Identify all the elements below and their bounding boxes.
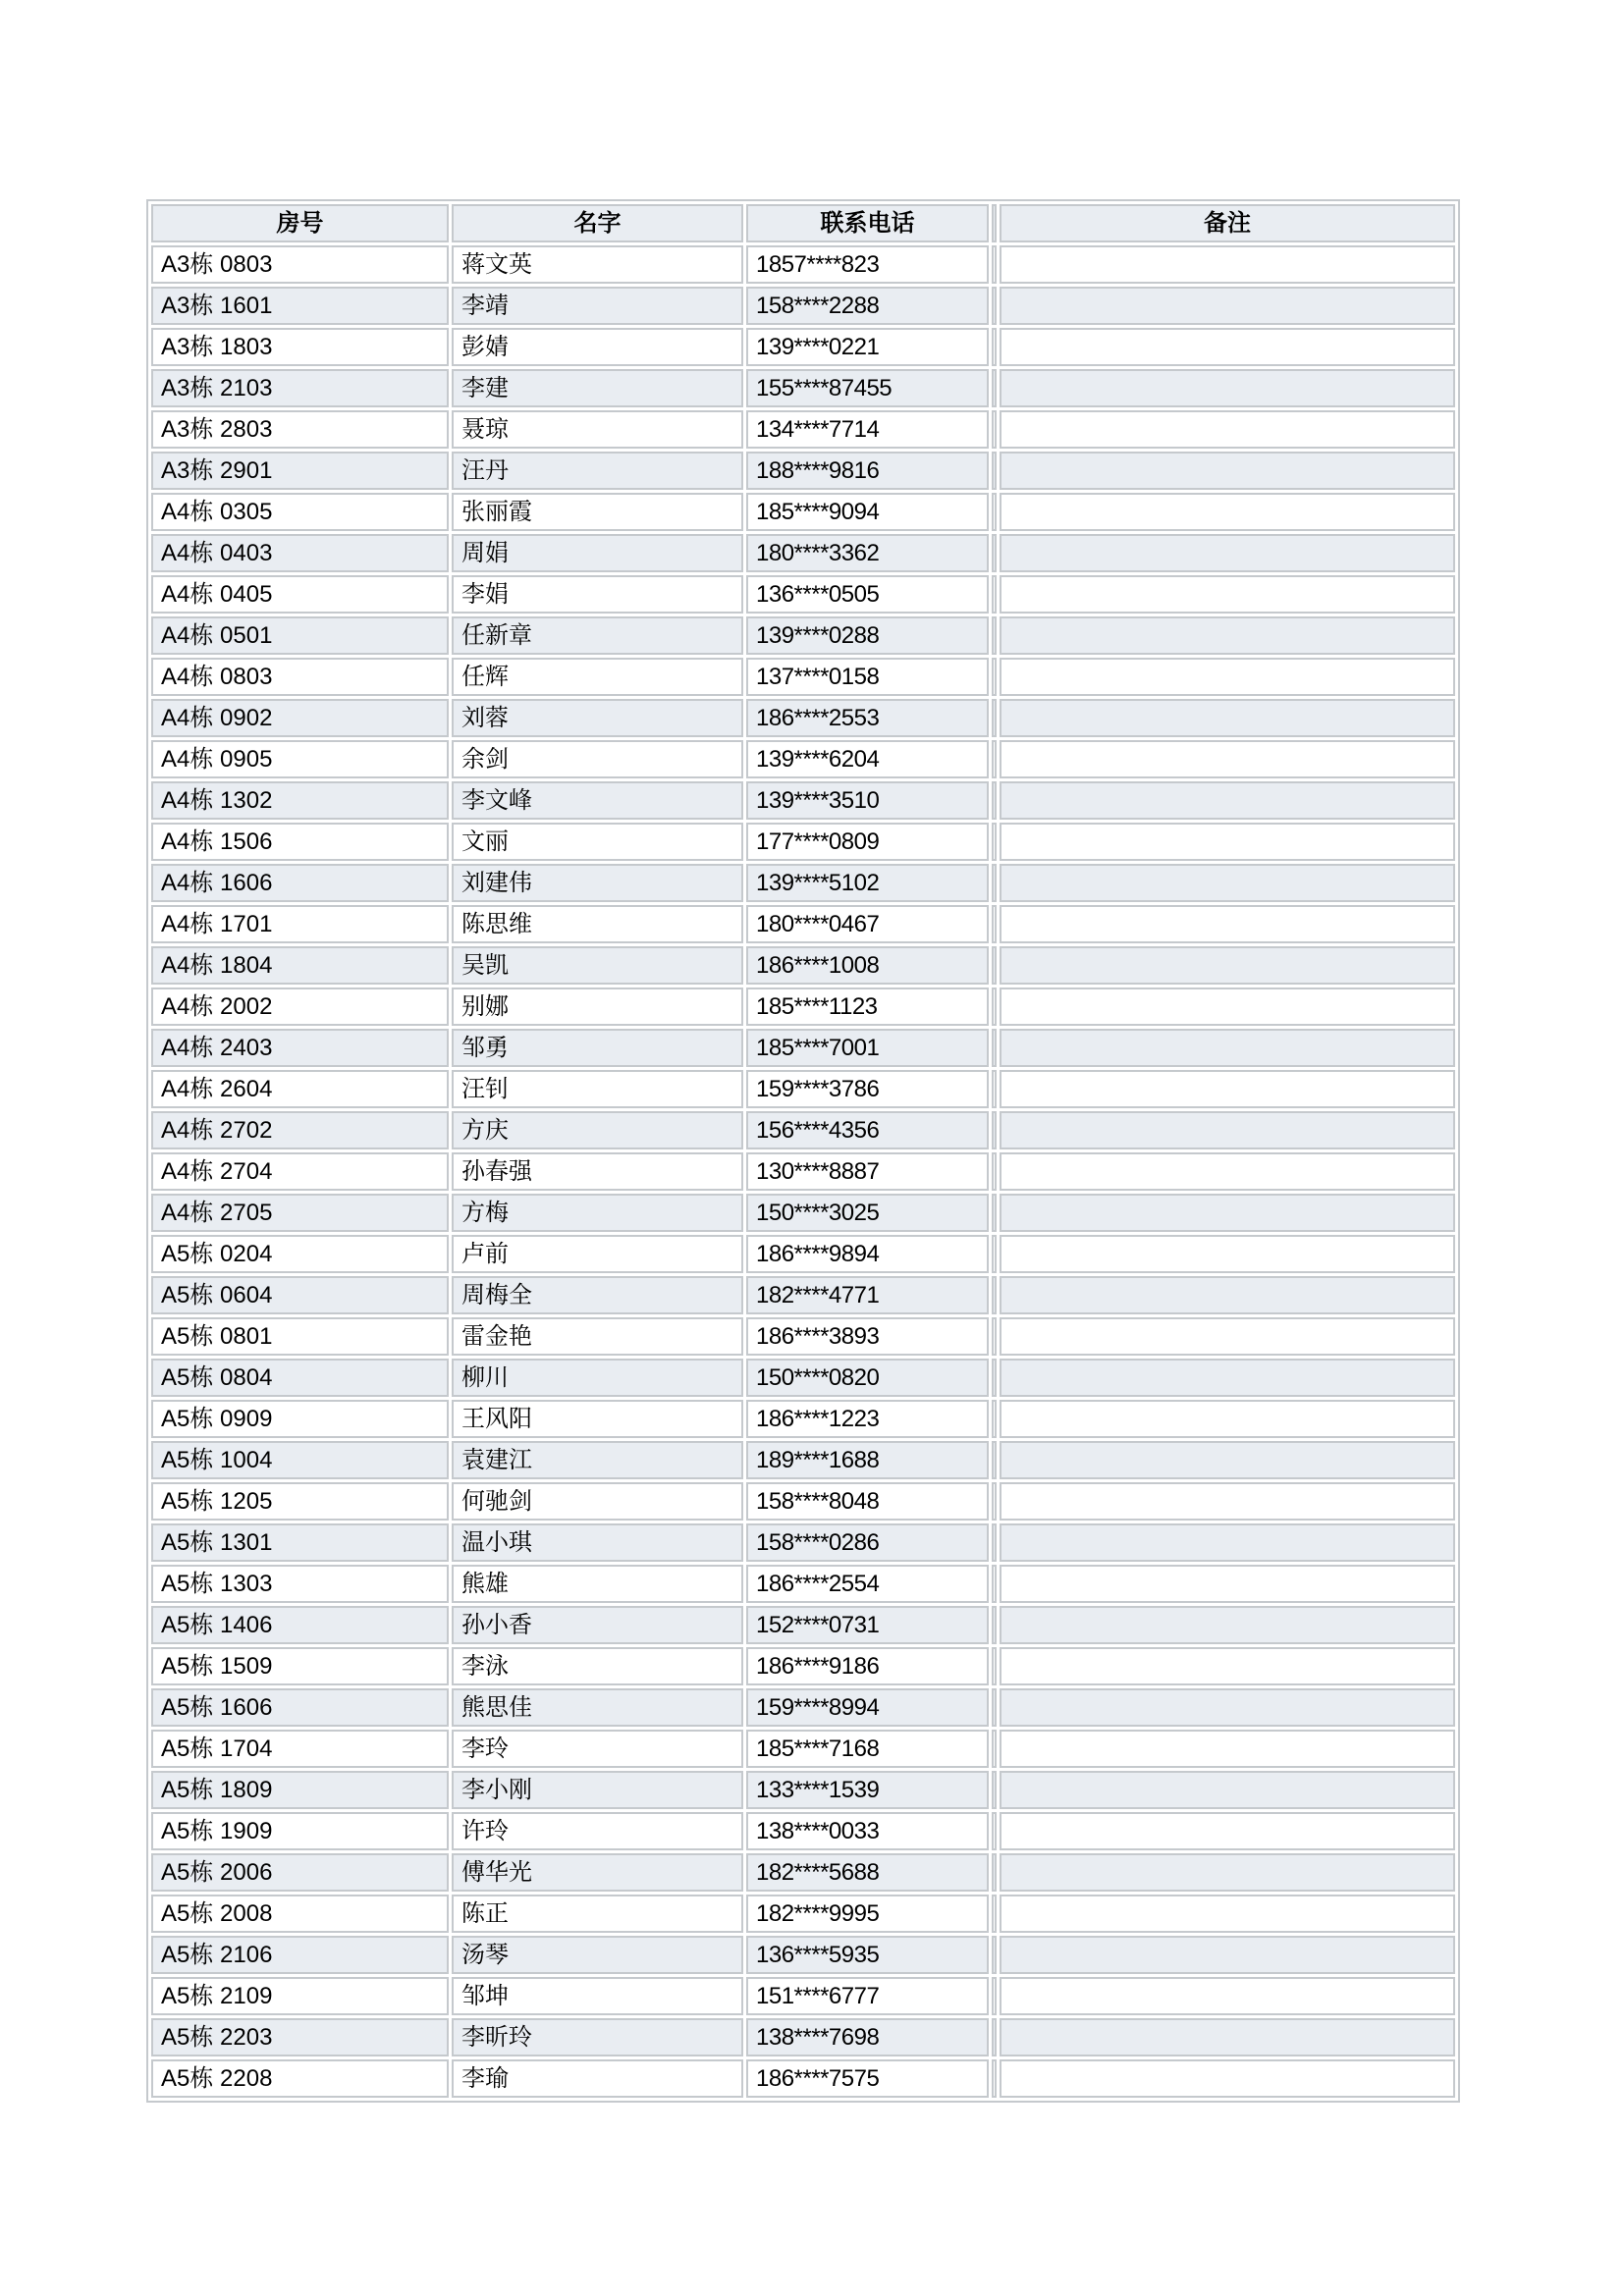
phone-cell: 186****3893 xyxy=(746,1317,989,1356)
header-row xyxy=(151,204,1455,242)
spacer-cell xyxy=(992,1400,997,1438)
room-cell: A4栋 0405 xyxy=(151,575,449,614)
spacer-cell xyxy=(992,575,997,614)
table-row xyxy=(151,1317,1455,1356)
phone-cell: 185****7001 xyxy=(746,1029,989,1067)
name-cell: 李玲 xyxy=(452,1730,743,1768)
note-cell xyxy=(1000,1853,1455,1892)
table-row xyxy=(151,1977,1455,2015)
phone-cell: 185****7168 xyxy=(746,1730,989,1768)
phone-cell: 159****3786 xyxy=(746,1070,989,1108)
phone-cell: 152****0731 xyxy=(746,1606,989,1644)
room-cell: A5栋 1509 xyxy=(151,1647,449,1685)
note-cell xyxy=(1000,328,1455,366)
spacer-cell xyxy=(992,1853,997,1892)
spacer-cell xyxy=(992,740,997,778)
note-cell xyxy=(1000,2059,1455,2098)
table-row xyxy=(151,534,1455,572)
column-header-name: 名字 xyxy=(452,204,743,242)
table-row xyxy=(151,905,1455,943)
table-row xyxy=(151,1730,1455,1768)
room-cell: A4栋 1302 xyxy=(151,781,449,820)
spacer-cell xyxy=(992,1812,997,1850)
room-cell: A3栋 2103 xyxy=(151,369,449,407)
name-cell: 任新章 xyxy=(452,616,743,655)
phone-cell: 150****0820 xyxy=(746,1359,989,1397)
room-cell: A3栋 2803 xyxy=(151,410,449,449)
name-cell: 聂琼 xyxy=(452,410,743,449)
spacer-cell xyxy=(992,1977,997,2015)
spacer-cell xyxy=(992,1317,997,1356)
table-row xyxy=(151,328,1455,366)
phone-cell: 158****2288 xyxy=(746,287,989,325)
name-cell: 李昕玲 xyxy=(452,2018,743,2056)
room-cell: A4栋 2002 xyxy=(151,988,449,1026)
name-cell: 袁建江 xyxy=(452,1441,743,1479)
spacer-cell xyxy=(992,369,997,407)
name-cell: 孙春强 xyxy=(452,1152,743,1191)
name-cell: 柳川 xyxy=(452,1359,743,1397)
note-cell xyxy=(1000,988,1455,1026)
phone-cell: 182****9995 xyxy=(746,1895,989,1933)
phone-cell: 185****1123 xyxy=(746,988,989,1026)
table-row xyxy=(151,1482,1455,1521)
table-row xyxy=(151,823,1455,861)
note-cell xyxy=(1000,1194,1455,1232)
table-row xyxy=(151,245,1455,284)
room-cell: A5栋 1606 xyxy=(151,1688,449,1727)
room-cell: A4栋 0902 xyxy=(151,699,449,737)
name-cell: 周娟 xyxy=(452,534,743,572)
phone-cell: 139****3510 xyxy=(746,781,989,820)
spacer-cell xyxy=(992,534,997,572)
phone-cell: 186****7575 xyxy=(746,2059,989,2098)
room-cell: A5栋 2008 xyxy=(151,1895,449,1933)
phone-cell: 186****2553 xyxy=(746,699,989,737)
room-cell: A4栋 2704 xyxy=(151,1152,449,1191)
spacer-cell xyxy=(992,1895,997,1933)
table-row xyxy=(151,1235,1455,1273)
phone-cell: 180****3362 xyxy=(746,534,989,572)
room-cell: A4栋 2604 xyxy=(151,1070,449,1108)
note-cell xyxy=(1000,823,1455,861)
room-cell: A5栋 1909 xyxy=(151,1812,449,1850)
table-row xyxy=(151,410,1455,449)
phone-cell: 177****0809 xyxy=(746,823,989,861)
note-cell xyxy=(1000,1936,1455,1974)
name-cell: 汪钊 xyxy=(452,1070,743,1108)
name-cell: 何驰剑 xyxy=(452,1482,743,1521)
spacer-cell xyxy=(992,1936,997,1974)
room-cell: A4栋 0501 xyxy=(151,616,449,655)
name-cell: 汪丹 xyxy=(452,452,743,490)
spacer-cell xyxy=(992,616,997,655)
name-cell: 刘蓉 xyxy=(452,699,743,737)
name-cell: 汤琴 xyxy=(452,1936,743,1974)
table-row xyxy=(151,452,1455,490)
spacer-cell xyxy=(992,658,997,696)
note-cell xyxy=(1000,493,1455,531)
room-cell: A5栋 0801 xyxy=(151,1317,449,1356)
spacer-cell xyxy=(992,1606,997,1644)
room-cell: A4栋 2403 xyxy=(151,1029,449,1067)
table-row xyxy=(151,287,1455,325)
spacer-cell xyxy=(992,287,997,325)
room-cell: A5栋 1406 xyxy=(151,1606,449,1644)
note-cell xyxy=(1000,452,1455,490)
name-cell: 雷金艳 xyxy=(452,1317,743,1356)
table-row xyxy=(151,946,1455,985)
room-cell: A3栋 1803 xyxy=(151,328,449,366)
spacer-cell xyxy=(992,1276,997,1314)
note-cell xyxy=(1000,616,1455,655)
note-cell xyxy=(1000,864,1455,902)
name-cell: 熊思佳 xyxy=(452,1688,743,1727)
phone-cell: 134****7714 xyxy=(746,410,989,449)
name-cell: 任辉 xyxy=(452,658,743,696)
table-row xyxy=(151,988,1455,1026)
table-row xyxy=(151,493,1455,531)
name-cell: 陈正 xyxy=(452,1895,743,1933)
room-cell: A4栋 0403 xyxy=(151,534,449,572)
name-cell: 陈思维 xyxy=(452,905,743,943)
name-cell: 傅华光 xyxy=(452,1853,743,1892)
column-header-note: 备注 xyxy=(1000,204,1455,242)
note-cell xyxy=(1000,1977,1455,2015)
spacer-cell xyxy=(992,493,997,531)
room-cell: A5栋 2208 xyxy=(151,2059,449,2098)
note-cell xyxy=(1000,1688,1455,1727)
name-cell: 李靖 xyxy=(452,287,743,325)
room-cell: A5栋 1704 xyxy=(151,1730,449,1768)
spacer-cell xyxy=(992,1688,997,1727)
spacer-cell xyxy=(992,245,997,284)
spacer-cell xyxy=(992,1441,997,1479)
room-cell: A5栋 0204 xyxy=(151,1235,449,1273)
contact-table xyxy=(146,199,1460,2103)
name-cell: 方庆 xyxy=(452,1111,743,1149)
room-cell: A3栋 2901 xyxy=(151,452,449,490)
spacer-header-cell xyxy=(992,204,997,242)
note-cell xyxy=(1000,1523,1455,1562)
note-cell xyxy=(1000,1317,1455,1356)
name-cell: 孙小香 xyxy=(452,1606,743,1644)
table-row xyxy=(151,2059,1455,2098)
note-cell xyxy=(1000,1606,1455,1644)
room-cell: A5栋 1205 xyxy=(151,1482,449,1521)
phone-cell: 150****3025 xyxy=(746,1194,989,1232)
phone-cell: 138****7698 xyxy=(746,2018,989,2056)
name-cell: 李泳 xyxy=(452,1647,743,1685)
room-cell: A4栋 0305 xyxy=(151,493,449,531)
phone-cell: 130****8887 xyxy=(746,1152,989,1191)
note-cell xyxy=(1000,946,1455,985)
note-cell xyxy=(1000,699,1455,737)
spacer-cell xyxy=(992,1523,997,1562)
phone-cell: 133****1539 xyxy=(746,1771,989,1809)
note-cell xyxy=(1000,287,1455,325)
name-cell: 温小琪 xyxy=(452,1523,743,1562)
spacer-cell xyxy=(992,1565,997,1603)
table-row xyxy=(151,699,1455,737)
table-row xyxy=(151,658,1455,696)
name-cell: 许玲 xyxy=(452,1812,743,1850)
note-cell xyxy=(1000,1771,1455,1809)
phone-cell: 186****9894 xyxy=(746,1235,989,1273)
spacer-cell xyxy=(992,1359,997,1397)
note-cell xyxy=(1000,1441,1455,1479)
name-cell: 李小刚 xyxy=(452,1771,743,1809)
spacer-cell xyxy=(992,2018,997,2056)
table-row xyxy=(151,369,1455,407)
phone-cell: 1857****823 xyxy=(746,245,989,284)
note-cell xyxy=(1000,1152,1455,1191)
name-cell: 刘建伟 xyxy=(452,864,743,902)
name-cell: 彭婧 xyxy=(452,328,743,366)
phone-cell: 136****0505 xyxy=(746,575,989,614)
table-row xyxy=(151,1565,1455,1603)
name-cell: 别娜 xyxy=(452,988,743,1026)
note-cell xyxy=(1000,1111,1455,1149)
spacer-cell xyxy=(992,864,997,902)
table-row xyxy=(151,1276,1455,1314)
name-cell: 李文峰 xyxy=(452,781,743,820)
room-cell: A3栋 1601 xyxy=(151,287,449,325)
note-cell xyxy=(1000,534,1455,572)
note-cell xyxy=(1000,1812,1455,1850)
phone-cell: 180****0467 xyxy=(746,905,989,943)
spacer-cell xyxy=(992,1647,997,1685)
table-row xyxy=(151,1688,1455,1727)
phone-cell: 158****8048 xyxy=(746,1482,989,1521)
note-cell xyxy=(1000,740,1455,778)
table-row xyxy=(151,2018,1455,2056)
phone-cell: 156****4356 xyxy=(746,1111,989,1149)
phone-cell: 186****1223 xyxy=(746,1400,989,1438)
note-cell xyxy=(1000,1565,1455,1603)
note-cell xyxy=(1000,1070,1455,1108)
phone-cell: 189****1688 xyxy=(746,1441,989,1479)
name-cell: 卢前 xyxy=(452,1235,743,1273)
phone-cell: 136****5935 xyxy=(746,1936,989,1974)
room-cell: A4栋 1701 xyxy=(151,905,449,943)
name-cell: 文丽 xyxy=(452,823,743,861)
spacer-cell xyxy=(992,1235,997,1273)
spacer-cell xyxy=(992,1482,997,1521)
name-cell: 张丽霞 xyxy=(452,493,743,531)
spacer-cell xyxy=(992,946,997,985)
spacer-cell xyxy=(992,410,997,449)
note-cell xyxy=(1000,410,1455,449)
room-cell: A5栋 2109 xyxy=(151,1977,449,2015)
note-cell xyxy=(1000,1400,1455,1438)
phone-cell: 186****2554 xyxy=(746,1565,989,1603)
spacer-cell xyxy=(992,1152,997,1191)
table-row xyxy=(151,1812,1455,1850)
table-row xyxy=(151,781,1455,820)
table-row xyxy=(151,1523,1455,1562)
room-cell: A5栋 1809 xyxy=(151,1771,449,1809)
name-cell: 蒋文英 xyxy=(452,245,743,284)
room-cell: A5栋 0909 xyxy=(151,1400,449,1438)
spacer-cell xyxy=(992,328,997,366)
name-cell: 邹坤 xyxy=(452,1977,743,2015)
spacer-cell xyxy=(992,1730,997,1768)
table-row xyxy=(151,1029,1455,1067)
phone-cell: 182****5688 xyxy=(746,1853,989,1892)
room-cell: A5栋 1303 xyxy=(151,1565,449,1603)
table-row xyxy=(151,1441,1455,1479)
name-cell: 方梅 xyxy=(452,1194,743,1232)
spacer-cell xyxy=(992,699,997,737)
room-cell: A4栋 2705 xyxy=(151,1194,449,1232)
spacer-cell xyxy=(992,452,997,490)
spacer-cell xyxy=(992,781,997,820)
table-row xyxy=(151,1152,1455,1191)
room-cell: A4栋 1506 xyxy=(151,823,449,861)
room-cell: A3栋 0803 xyxy=(151,245,449,284)
table-row xyxy=(151,1400,1455,1438)
name-cell: 王风阳 xyxy=(452,1400,743,1438)
note-cell xyxy=(1000,1235,1455,1273)
table-row xyxy=(151,1936,1455,1974)
name-cell: 李娟 xyxy=(452,575,743,614)
room-cell: A5栋 0804 xyxy=(151,1359,449,1397)
table-row xyxy=(151,1895,1455,1933)
phone-cell: 159****8994 xyxy=(746,1688,989,1727)
name-cell: 李瑜 xyxy=(452,2059,743,2098)
note-cell xyxy=(1000,781,1455,820)
spacer-cell xyxy=(992,1194,997,1232)
phone-cell: 139****0221 xyxy=(746,328,989,366)
room-cell: A5栋 2106 xyxy=(151,1936,449,1974)
note-cell xyxy=(1000,658,1455,696)
table-row xyxy=(151,616,1455,655)
table-row xyxy=(151,740,1455,778)
phone-cell: 182****4771 xyxy=(746,1276,989,1314)
spacer-cell xyxy=(992,988,997,1026)
room-cell: A5栋 0604 xyxy=(151,1276,449,1314)
spacer-cell xyxy=(992,1771,997,1809)
name-cell: 周梅全 xyxy=(452,1276,743,1314)
note-cell xyxy=(1000,369,1455,407)
note-cell xyxy=(1000,1029,1455,1067)
room-cell: A4栋 1804 xyxy=(151,946,449,985)
note-cell xyxy=(1000,1895,1455,1933)
room-cell: A5栋 2006 xyxy=(151,1853,449,1892)
table-row xyxy=(151,864,1455,902)
room-cell: A5栋 1301 xyxy=(151,1523,449,1562)
note-cell xyxy=(1000,1730,1455,1768)
phone-cell: 188****9816 xyxy=(746,452,989,490)
note-cell xyxy=(1000,2018,1455,2056)
note-cell xyxy=(1000,1276,1455,1314)
note-cell xyxy=(1000,1482,1455,1521)
phone-cell: 155****87455 xyxy=(746,369,989,407)
phone-cell: 139****0288 xyxy=(746,616,989,655)
name-cell: 余剑 xyxy=(452,740,743,778)
spacer-cell xyxy=(992,1029,997,1067)
note-cell xyxy=(1000,1647,1455,1685)
table-row xyxy=(151,1853,1455,1892)
phone-cell: 158****0286 xyxy=(746,1523,989,1562)
note-cell xyxy=(1000,1359,1455,1397)
spacer-cell xyxy=(992,823,997,861)
spacer-cell xyxy=(992,905,997,943)
note-cell xyxy=(1000,575,1455,614)
note-cell xyxy=(1000,245,1455,284)
table-row xyxy=(151,1070,1455,1108)
phone-cell: 185****9094 xyxy=(746,493,989,531)
phone-cell: 151****6777 xyxy=(746,1977,989,2015)
table-body xyxy=(151,245,1455,2098)
table-header xyxy=(151,204,1455,242)
column-header-phone: 联系电话 xyxy=(746,204,989,242)
phone-cell: 186****1008 xyxy=(746,946,989,985)
room-cell: A5栋 1004 xyxy=(151,1441,449,1479)
room-cell: A4栋 0905 xyxy=(151,740,449,778)
name-cell: 邹勇 xyxy=(452,1029,743,1067)
column-header-room: 房号 xyxy=(151,204,449,242)
room-cell: A4栋 1606 xyxy=(151,864,449,902)
name-cell: 熊雄 xyxy=(452,1565,743,1603)
phone-cell: 139****6204 xyxy=(746,740,989,778)
table-row xyxy=(151,1647,1455,1685)
table-row xyxy=(151,1111,1455,1149)
room-cell: A4栋 2702 xyxy=(151,1111,449,1149)
table-row xyxy=(151,1194,1455,1232)
phone-cell: 138****0033 xyxy=(746,1812,989,1850)
phone-cell: 139****5102 xyxy=(746,864,989,902)
phone-cell: 137****0158 xyxy=(746,658,989,696)
name-cell: 李建 xyxy=(452,369,743,407)
spacer-cell xyxy=(992,1111,997,1149)
spacer-cell xyxy=(992,2059,997,2098)
note-cell xyxy=(1000,905,1455,943)
table-row xyxy=(151,1359,1455,1397)
room-cell: A4栋 0803 xyxy=(151,658,449,696)
table-row xyxy=(151,1606,1455,1644)
table-row xyxy=(151,575,1455,614)
phone-cell: 186****9186 xyxy=(746,1647,989,1685)
name-cell: 吴凯 xyxy=(452,946,743,985)
spacer-cell xyxy=(992,1070,997,1108)
room-cell: A5栋 2203 xyxy=(151,2018,449,2056)
table-row xyxy=(151,1771,1455,1809)
